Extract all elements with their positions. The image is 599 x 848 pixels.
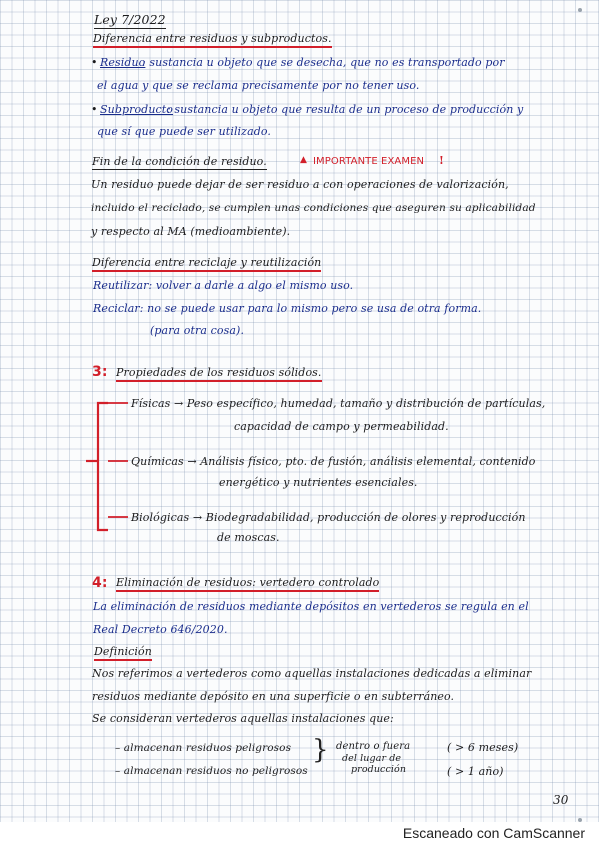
section-4-number: 4:: [92, 575, 108, 591]
section-4-text-2: Real Decreto 646/2020.: [93, 623, 228, 636]
brace-text-2: del lugar de: [342, 753, 402, 764]
residuo-label: Residuo: [100, 56, 146, 69]
page-date-title: Ley 7/2022: [94, 12, 166, 27]
quimicas-text-1: Químicas → Análisis físico, pto. de fusión, análisis elemental, contenido: [131, 455, 536, 468]
residuo-text-1: : sustancia u objeto que se desecha, que no es transportado por: [142, 56, 505, 69]
definicion-heading: Definición: [94, 645, 152, 661]
fin-text-1: Un residuo puede dejar de ser residuo a con operaciones de valorización,: [91, 178, 509, 191]
right-brace-icon: }: [312, 735, 329, 765]
definicion-text-3: Se consideran vertederos aquellas instalaciones que:: [92, 712, 394, 725]
subproducto-label: Subproducto: [100, 103, 174, 116]
fin-condicion-heading: Fin de la condición de residuo.: [92, 155, 267, 168]
definicion-text-2: residuos mediante depósito en una superficie o en subterráneo.: [92, 690, 455, 703]
subproducto-text-2: que sí que puede ser utilizado.: [97, 125, 271, 138]
residuo-bullet: •: [91, 56, 98, 69]
reciclar-text-2: (para otra cosa).: [150, 324, 245, 337]
section-4-text-1: La eliminación de residuos mediante depósitos en vertederos se regula en el: [93, 600, 529, 613]
scanner-watermark: Escaneado con CamScanner: [402, 825, 585, 841]
reciclar-text-1: Reciclar: no se puede usar para lo mismo pero se usa de otra forma.: [93, 302, 482, 315]
important-note: IMPORTANTE EXAMEN: [313, 156, 425, 167]
scanner-footer: [0, 822, 599, 848]
section-4-heading: Eliminación de residuos: vertedero controlado: [116, 576, 379, 592]
page-number: 30: [553, 793, 569, 807]
edge-mark: [578, 8, 582, 12]
residuo-text-2: el agua y que se reclama precisamente por no tener uso.: [97, 79, 420, 92]
fin-text-2: incluido el reciclado, se cumplen unas condiciones que aseguren su aplicabilidad: [91, 202, 536, 214]
fisicas-text-2: capacidad de campo y permeabilidad.: [234, 420, 449, 433]
definicion-text-1: Nos referimos a vertederos como aquellas instalaciones dedicadas a eliminar: [92, 667, 532, 680]
reutilizar-text: Reutilizar: volver a darle a algo el mismo uso.: [93, 279, 354, 292]
biologicas-text-1: Biológicas → Biodegradabilidad, producción de olores y reproducción: [131, 511, 526, 524]
brace-text-1: dentro o fuera: [336, 741, 411, 752]
section-3-number: 3:: [92, 364, 108, 380]
section-3-heading: Propiedades de los residuos sólidos.: [116, 366, 322, 382]
quimicas-text-2: energético y nutrientes esenciales.: [219, 476, 418, 489]
duration-no-peligrosos: ( > 1 año): [447, 765, 504, 778]
exclamation-icon: !: [439, 154, 444, 167]
duration-peligrosos: ( > 6 meses): [447, 741, 519, 754]
brace-text-3: producción: [351, 764, 407, 775]
biologicas-text-2: de moscas.: [217, 531, 280, 544]
section-subtitle: Diferencia entre residuos y subproductos.: [93, 32, 332, 48]
vertedero-item-2: – almacenan residuos no peligrosos: [115, 765, 308, 777]
warning-icon: ▲: [300, 155, 308, 165]
fisicas-text-1: Físicas → Peso específico, humedad, tamaño y distribución de partículas,: [131, 397, 546, 410]
reciclaje-heading: Diferencia entre reciclaje y reutilización: [92, 256, 321, 272]
fin-text-3: y respecto al MA (medioambiente).: [91, 225, 291, 238]
vertedero-item-1: – almacenan residuos peligrosos: [115, 742, 292, 754]
subproducto-text-1: : sustancia u objeto que resulta de un proceso de producción y: [167, 103, 524, 116]
subproducto-bullet: •: [91, 103, 98, 116]
